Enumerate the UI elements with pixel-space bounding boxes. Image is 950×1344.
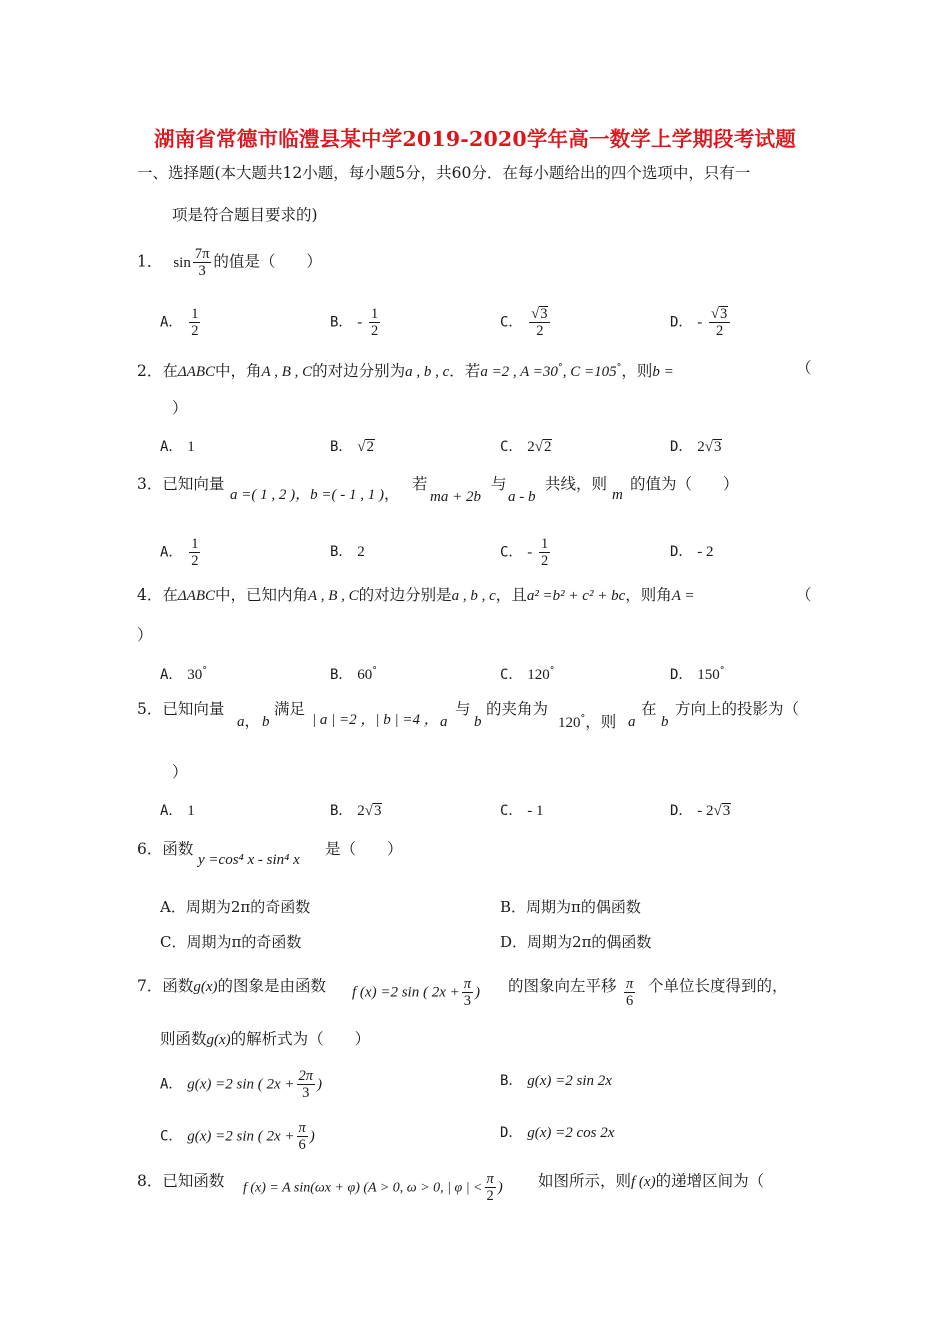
q5-zai: 在 [641,700,657,718]
q5-vector-a3: a [628,714,636,730]
q1-option-a: A． $\frac{1}{2}$ [160,306,199,339]
q5-vector-a2: a [440,714,448,730]
q5-angle: 120°，则 [558,713,617,731]
q3-expr1: ma + 2b [430,489,481,505]
q5-yu: 与 [455,700,471,718]
q5-option-a: A． 1 [160,803,195,819]
q3-ruo: 若 [412,475,428,493]
q6-stem-end: 是（ ） [325,840,403,858]
q2-option-c: C． 2√2 [500,439,552,455]
q5-option-c: C． - 1 [500,803,544,819]
q8-stem: 如图所示，则f (x)的递增区间为（ [538,1172,765,1190]
q4-paren-open: （ [796,586,812,604]
q7-option-c: C． g(x) =2 sin ( 2x + $\frac{\pi}{6}$ ) [160,1120,315,1153]
q4-option-d: D． 150° [670,665,725,683]
page-title: 湖南省常德市临澧县某中学2019-2020学年高一数学上学期段考试题 [154,127,796,151]
q7-line2: 则函数g(x)的解析式为（ ） [160,1030,371,1048]
q6-option-a: A．周期为2π的奇函数 [160,898,311,916]
q4-option-c: C． 120° [500,665,555,683]
q3-yu: 与 [491,475,507,493]
q5-option-d: D． - 2√3 [670,803,731,819]
q2-paren-close: ） [172,399,188,417]
q2-option-d: D． 2√3 [670,439,722,455]
q3-stem-end: 的值为（ ） [630,475,739,493]
question-6: 6．函数 [137,840,194,858]
question-number: 1． [137,252,163,271]
q6-option-c: C．周期为π的奇函数 [160,933,302,951]
q8-function: f (x) = A sin(ωx + φ) (A > 0, ω > 0, | φ | < $\frac{\pi}{2}$ ) [243,1171,503,1204]
q6-option-d: D．周期为2π的偶函数 [500,933,652,951]
q1-option-c: C． $\frac{√3}{2}$ [500,306,552,339]
q7-shift-amount: $\frac{\pi}{6}$ [626,976,634,1009]
q5-stem-end: 方向上的投影为（ [675,700,800,718]
section-heading: 一、选择题(本大题共12小题，每小题5分，共60分．在每小题给出的四个选项中，只有一 [137,164,751,182]
q2-paren-open: （ [796,359,812,377]
q2-option-b: B． √2 [330,439,374,455]
q3-vectors: a =( 1 , 2 )，b =( - 1 , 1 )， [230,485,400,503]
q5-option-b: B． 2√3 [330,803,382,819]
q7-option-d: D． g(x) =2 cos 2x [500,1125,615,1141]
q7-function-f: f (x) =2 sin ( 2x + $\frac{\pi}{3}$ ) [352,976,480,1009]
q3-option-b: B． 2 [330,544,365,560]
q3-option-d: D． - 2 [670,544,714,560]
q5-angle-text: 的夹角为 [486,700,549,718]
q3-option-a: A． $\frac{1}{2}$ [160,536,199,569]
q4-option-b: B． 60° [330,665,377,683]
q7-option-a: A． g(x) =2 sin ( 2x + $\frac{2\pi}{3}$ ) [160,1068,323,1101]
q1-option-b: B． - $\frac{1}{2}$ [330,306,379,339]
section-heading-continued: 项是符合题目要求的) [172,206,318,224]
question-3: 3．已知向量 [137,475,225,493]
q3-stem: 共线，则 [545,475,608,493]
question-5: 5．已知向量 [137,700,225,718]
q6-option-b: B．周期为π的偶函数 [500,898,641,916]
q5-condition: | a | =2 ，| b | =4 ， [312,712,439,728]
q5-manzu: 满足 [274,700,306,718]
q5-vector-a: a， [237,712,261,730]
q7-option-b: B． g(x) =2 sin 2x [500,1073,612,1089]
q7-shift-text: 的图象向左平移 [508,977,617,995]
q4-option-a: A． 30° [160,665,207,683]
q3-option-c: C． - $\frac{1}{2}$ [500,536,549,569]
question-8: 8．已知函数 [137,1172,225,1190]
q5-vector-b: b [262,714,270,730]
q6-expression: y =cos⁴ x - sin⁴ x [198,852,300,868]
q2-option-a: A． 1 [160,439,195,455]
question-stem: 的值是（ ） [213,252,322,271]
sin-function: sin [173,254,191,271]
q3-m: m [612,487,623,503]
q3-expr2: a - b [508,489,536,505]
question-1 [137,246,322,279]
q5-paren-close: ） [172,763,188,781]
question-7: 7．函数g(x)的图象是由函数 [137,977,327,995]
question-2: 2．在ΔABC中，角A , B , C的对边分别为a , b , c．若a =2 , A =30°, C =105°，则b = [137,362,674,380]
q5-vector-b2: b [474,714,482,730]
q5-vector-b3: b [661,714,669,730]
q7-stem-end: 个单位长度得到的， [648,977,788,995]
question-4: 4．在ΔABC中，已知内角A , B , C的对边分别是a , b , c，且a² =b² + c² + bc，则角A = [137,586,695,604]
fraction: $\frac{7\pi}{3}$ [194,246,210,279]
q4-paren-close: ） [137,626,153,644]
q1-option-d: D． - $\frac{√3}{2}$ [670,306,732,339]
